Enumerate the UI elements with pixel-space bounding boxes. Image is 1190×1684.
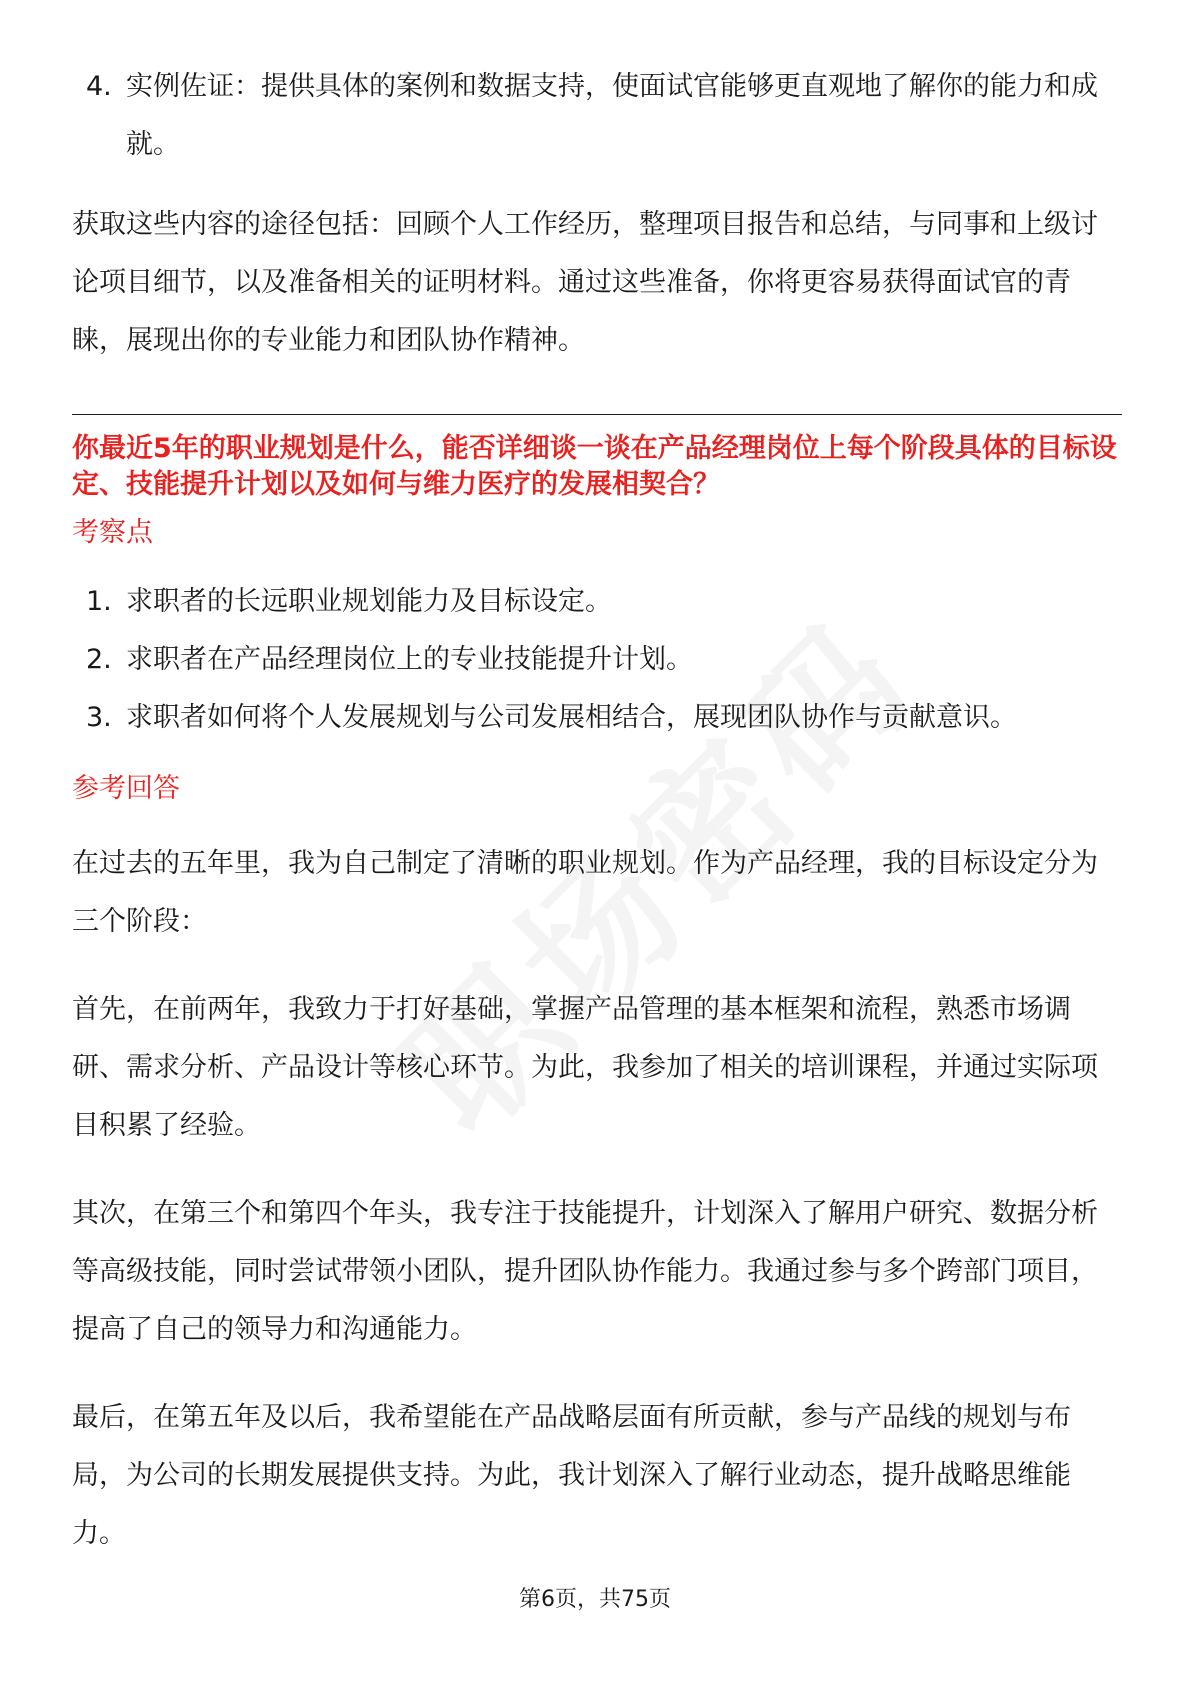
list-item-text: 求职者在产品经理岗位上的专业技能提升计划。 bbox=[126, 644, 693, 675]
answer-paragraph: 最后，在第五年及以后，我希望能在产品战略层面有所贡献，参与产品线的规划与布局，为公司的长期发展提供支持。为此，我计划深入了解行业动态，提升战略思维能力。 bbox=[72, 1402, 1071, 1549]
page-footer: 第6页，共75页 bbox=[519, 1587, 671, 1612]
interview-question: 你最近5年的职业规划是什么，能否详细谈一谈在产品经理岗位上每个阶段具体的目标设定、技能提升计划以及如何与维力医疗的发展相契合？ bbox=[72, 433, 1117, 500]
reference-answer-heading: 参考回答 bbox=[72, 773, 180, 804]
exam-points-heading: 考察点 bbox=[72, 517, 153, 548]
sources-paragraph: 获取这些内容的途径包括：回顾个人工作经历，整理项目报告和总结，与同事和上级讨论项目细节，以及准备相关的证明材料。通过这些准备，你将更容易获得面试官的青睐，展现出你的专业能力和团队协作精神。 bbox=[72, 209, 1098, 356]
list-item-text: 求职者如何将个人发展规划与公司发展相结合，展现团队协作与贡献意识。 bbox=[126, 702, 1017, 733]
list-item bbox=[72, 631, 1122, 689]
answer-paragraph: 首先，在前两年，我致力于打好基础，掌握产品管理的基本框架和流程，熟悉市场调研、需求分析、产品设计等核心环节。为此，我参加了相关的培训课程，并通过实际项目积累了经验。 bbox=[72, 994, 1098, 1141]
exam-points-list bbox=[72, 573, 1122, 747]
top-list bbox=[72, 58, 1122, 174]
list-item bbox=[72, 689, 1122, 747]
list-item-text: 求职者的长远职业规划能力及目标设定。 bbox=[126, 586, 612, 617]
answer-paragraph: 其次，在第三个和第四个年头，我专注于技能提升，计划深入了解用户研究、数据分析等高级技能，同时尝试带领小团队，提升团队协作能力。我通过参与多个跨部门项目，提高了自己的领导力和沟通能力。 bbox=[72, 1198, 1098, 1345]
document-page bbox=[72, 58, 1122, 1563]
list-item-number: 1. bbox=[86, 586, 112, 617]
answer-paragraph: 在过去的五年里，我为自己制定了清晰的职业规划。作为产品经理，我的目标设定分为三个阶段： bbox=[72, 848, 1098, 937]
list-item-text: 实例佐证：提供具体的案例和数据支持，使面试官能够更直观地了解你的能力和成就。 bbox=[126, 71, 1098, 160]
list-item-number: 2. bbox=[86, 644, 112, 675]
list-item bbox=[72, 58, 1122, 174]
list-item-number: 4. bbox=[86, 71, 112, 102]
list-item-number: 3. bbox=[86, 702, 112, 733]
list-item bbox=[72, 573, 1122, 631]
